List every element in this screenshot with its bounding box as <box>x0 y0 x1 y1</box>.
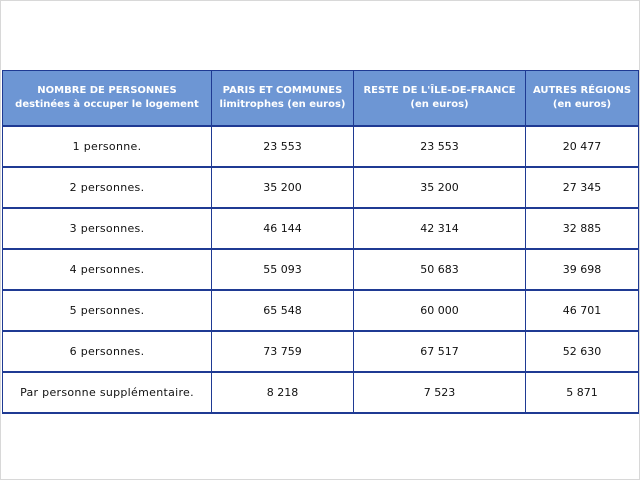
table-row <box>3 290 639 331</box>
cell-other-regions: 5 871 <box>526 372 639 413</box>
cell-paris: 46 144 <box>212 208 354 249</box>
header-line: (en euros) <box>410 99 469 110</box>
cell-household: 6 personnes. <box>3 331 212 372</box>
cell-other-regions: 52 630 <box>526 331 639 372</box>
header-ile-de-france <box>354 71 526 127</box>
table-header-row <box>3 71 639 127</box>
cell-paris: 65 548 <box>212 290 354 331</box>
header-line: RESTE DE L'ÎLE-DE-FRANCE <box>363 85 516 96</box>
cell-paris: 23 553 <box>212 126 354 167</box>
table-row <box>3 126 639 167</box>
cell-household: 3 personnes. <box>3 208 212 249</box>
table-row <box>3 331 639 372</box>
header-line: destinées à occuper le logement <box>15 99 199 110</box>
cell-paris: 35 200 <box>212 167 354 208</box>
cell-other-regions: 20 477 <box>526 126 639 167</box>
header-other-regions <box>526 71 639 127</box>
table-row <box>3 372 639 413</box>
cell-paris: 55 093 <box>212 249 354 290</box>
header-household-size <box>3 71 212 127</box>
cell-ile-de-france: 7 523 <box>354 372 526 413</box>
cell-household: 4 personnes. <box>3 249 212 290</box>
cell-other-regions: 27 345 <box>526 167 639 208</box>
cell-ile-de-france: 67 517 <box>354 331 526 372</box>
cell-other-regions: 39 698 <box>526 249 639 290</box>
income-ceiling-table <box>2 70 639 414</box>
cell-household: 5 personnes. <box>3 290 212 331</box>
header-line: PARIS ET COMMUNES <box>222 85 343 96</box>
cell-paris: 73 759 <box>212 331 354 372</box>
cell-ile-de-france: 50 683 <box>354 249 526 290</box>
cell-household: Par personne supplémentaire. <box>3 372 212 413</box>
table-row <box>3 167 639 208</box>
cell-ile-de-france: 60 000 <box>354 290 526 331</box>
header-paris <box>212 71 354 127</box>
cell-ile-de-france: 23 553 <box>354 126 526 167</box>
cell-household: 1 personne. <box>3 126 212 167</box>
header-line: (en euros) <box>552 99 612 110</box>
cell-paris: 8 218 <box>212 372 354 413</box>
cell-ile-de-france: 35 200 <box>354 167 526 208</box>
table-row <box>3 249 639 290</box>
table-row <box>3 208 639 249</box>
cell-other-regions: 32 885 <box>526 208 639 249</box>
header-line: limitrophes (en euros) <box>219 99 346 110</box>
cell-other-regions: 46 701 <box>526 290 639 331</box>
cell-ile-de-france: 42 314 <box>354 208 526 249</box>
cell-household: 2 personnes. <box>3 167 212 208</box>
header-line: NOMBRE DE PERSONNES <box>37 85 177 96</box>
header-line: AUTRES RÉGIONS <box>532 85 632 96</box>
